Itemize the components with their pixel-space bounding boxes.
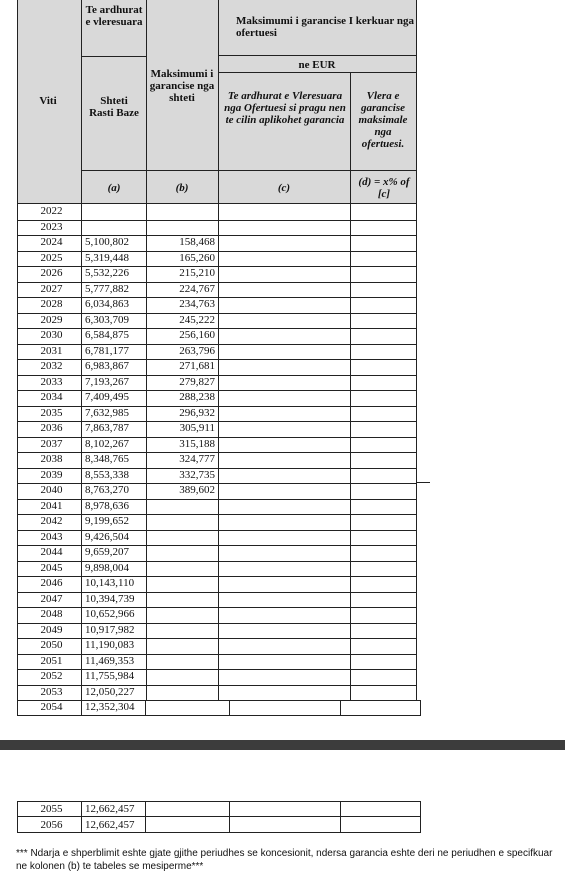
cell-revenue: 9,659,207 [85, 546, 129, 558]
cell-guarantee [160, 607, 215, 622]
header-code-a: (a) [107, 182, 121, 194]
cell-revenue: 8,763,270 [85, 484, 129, 496]
cell-revenue: 12,352,304 [85, 701, 135, 713]
cell-revenue: 7,863,787 [85, 422, 129, 434]
cell-guarantee: 256,160 [179, 329, 215, 341]
cell-revenue: 8,553,338 [85, 468, 129, 481]
cell-revenue: 12,662,457 [85, 818, 135, 831]
cell-year: 2031 [40, 344, 63, 357]
header-col-b: Maksimumi i garancise nga shteti [149, 68, 215, 104]
cell-year: 2052 [40, 670, 63, 682]
cell-revenue: 8,102,267 [85, 437, 129, 450]
cell-guarantee: 245,222 [179, 313, 215, 326]
cell-year: 2044 [40, 546, 63, 558]
cell-guarantee [160, 669, 215, 684]
cell-revenue: 10,143,110 [85, 577, 135, 589]
cell-guarantee: 165,260 [179, 251, 215, 264]
cell-year: 2034 [40, 391, 63, 403]
cell-guarantee: 305,911 [179, 422, 215, 434]
cell-year: 2036 [40, 422, 63, 434]
cell-revenue: 11,755,984 [85, 670, 135, 682]
cell-guarantee [160, 654, 215, 669]
cell-year: 2027 [40, 282, 63, 295]
cell-guarantee [160, 592, 215, 607]
cell-year: 2026 [40, 267, 63, 279]
cell-revenue: 6,034,863 [85, 298, 129, 310]
cell-year: 2037 [40, 437, 63, 450]
cell-year: 2039 [40, 468, 63, 481]
cell-year: 2051 [40, 654, 63, 667]
cell-revenue: 7,193,267 [85, 375, 129, 388]
cell-guarantee: 324,777 [179, 453, 215, 465]
cell-year: 2046 [40, 577, 63, 589]
header-viti: Viti [39, 95, 57, 107]
cell-year: 2033 [40, 375, 63, 388]
cell-revenue: 7,409,495 [85, 391, 129, 403]
cell-year: 2040 [40, 484, 63, 496]
header-col-c: Te ardhurat e Vleresuara nga Ofertuesi si pragu nen te cilin aplikohet garancia [224, 90, 346, 126]
cell-year: 2048 [40, 608, 63, 620]
cell-guarantee [160, 700, 215, 715]
cell-revenue: 8,978,636 [85, 499, 129, 512]
header-code-d: (d) = x% of [c] [358, 176, 410, 200]
header-col-cd-group: Maksimumi i garancise I kerkuar nga ofertuesi [236, 15, 414, 39]
cell-guarantee: 332,735 [179, 468, 215, 481]
cell-guarantee [160, 623, 215, 638]
page-break [0, 740, 565, 750]
cell-revenue: 7,632,985 [85, 406, 129, 419]
cell-revenue: 6,584,875 [85, 329, 129, 341]
cell-revenue: 6,781,177 [85, 344, 129, 357]
cell-year: 2053 [40, 685, 63, 698]
cell-guarantee [160, 561, 215, 576]
cell-revenue: 6,303,709 [85, 313, 129, 326]
header-code-c: (c) [277, 182, 291, 194]
cell-guarantee [160, 514, 215, 529]
cell-revenue: 11,190,083 [85, 639, 135, 651]
header-currency: ne EUR [298, 59, 336, 71]
cell-revenue: 9,898,004 [85, 561, 129, 574]
cell-year: 2043 [40, 530, 63, 543]
cell-year: 2038 [40, 453, 63, 465]
cell-revenue: 12,662,457 [85, 803, 135, 815]
cell-guarantee: 315,188 [179, 437, 215, 450]
cell-guarantee [160, 638, 215, 653]
cell-year: 2035 [40, 406, 63, 419]
cell-revenue: 5,532,226 [85, 267, 129, 279]
cell-year: 2049 [40, 623, 63, 636]
cell-guarantee: 215,210 [179, 267, 215, 279]
cell-revenue: 9,426,504 [85, 530, 129, 543]
cell-revenue: 5,100,802 [85, 236, 129, 248]
cell-guarantee: 224,767 [179, 282, 215, 295]
cell-year: 2023 [40, 220, 63, 233]
cell-year: 2024 [40, 236, 63, 248]
cell-revenue: 10,917,982 [85, 623, 135, 636]
cell-guarantee: 389,602 [179, 484, 215, 496]
cell-revenue [85, 204, 155, 219]
cell-guarantee [160, 685, 215, 700]
cell-revenue: 11,469,353 [85, 654, 135, 667]
cell-year: 2029 [40, 313, 63, 326]
cell-guarantee: 279,827 [179, 375, 215, 388]
cell-year: 2042 [40, 515, 63, 527]
cell-guarantee [160, 545, 215, 560]
header-col-d: Vlera e garancise maksimale nga ofertuesi. [358, 90, 408, 150]
cell-revenue: 12,050,227 [85, 685, 135, 698]
cell-guarantee: 288,238 [179, 391, 215, 403]
cell-revenue: 10,394,739 [85, 592, 135, 605]
cell-year: 2045 [40, 561, 63, 574]
cell-year: 2032 [40, 360, 63, 372]
cell-year: 2041 [40, 499, 63, 512]
cell-revenue: 9,199,652 [85, 515, 129, 527]
cell-guarantee: 158,468 [179, 236, 215, 248]
cell-revenue: 5,777,882 [85, 282, 129, 295]
cell-guarantee: 271,681 [179, 360, 215, 372]
footnote: *** Ndarja e shperblimit eshte gjate gjithe periudhes se koncesionit, ndersa garancia eshte deri ne periudhen e specifkuar ne kolonen (b) te tabeles se mesiperme*** [16, 848, 553, 872]
cell-revenue: 6,983,867 [85, 360, 129, 372]
cell-revenue: 8,348,765 [85, 453, 129, 465]
cell-year: 2050 [40, 639, 63, 651]
cell-year: 2047 [40, 592, 63, 605]
header-col-a-group: Te ardhurat e vleresuara [85, 4, 143, 28]
cell-year: 2054 [40, 701, 63, 713]
cell-guarantee [160, 530, 215, 545]
header-col-a-sub: Shteti Rasti Baze [89, 95, 139, 119]
cell-guarantee: 296,932 [179, 406, 215, 419]
cell-year: 2025 [40, 251, 63, 264]
cell-revenue [85, 220, 155, 235]
cell-year: 2030 [40, 329, 63, 341]
cell-guarantee: 263,796 [179, 344, 215, 357]
cell-guarantee: 234,763 [179, 298, 215, 310]
header-code-b: (b) [175, 182, 189, 194]
cell-year: 2028 [40, 298, 63, 310]
cell-year: 2022 [40, 205, 63, 217]
cell-guarantee [160, 499, 215, 514]
cell-revenue: 5,319,448 [85, 251, 129, 264]
cell-guarantee [160, 576, 215, 591]
cell-year: 2055 [40, 803, 63, 815]
cell-revenue: 10,652,966 [85, 608, 135, 620]
cell-year: 2056 [40, 818, 63, 831]
cell-guarantee [160, 204, 215, 219]
cell-guarantee [160, 220, 215, 235]
